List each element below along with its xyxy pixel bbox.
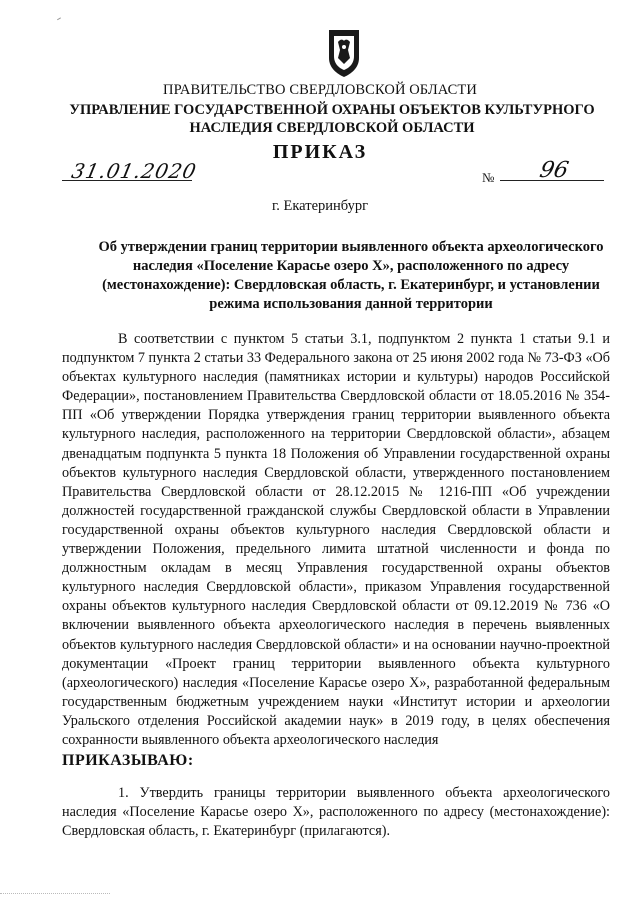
number-label: № bbox=[482, 170, 495, 185]
document-type-title: ПРИКАЗ bbox=[272, 141, 368, 163]
government-title: ПРАВИТЕЛЬСТВО СВЕРДЛОВСКОЙ ОБЛАСТИ bbox=[163, 82, 477, 98]
document-subject: Об утверждении границ территории выявленного объекта археологического наследия «Поселение Карасье озеро Х», расположенного по адресу (местонахождение): Свердловская область, г. Екатеринбург, и установлении режима использования данной территории bbox=[98, 239, 604, 312]
scan-artifact-dots bbox=[0, 893, 110, 898]
coat-of-arms-icon bbox=[326, 28, 362, 78]
document-date: 31.01.2020 bbox=[69, 159, 200, 183]
department-title: УПРАВЛЕНИЕ ГОСУДАРСТВЕННОЙ ОХРАНЫ ОБЪЕКТОВ КУЛЬТУРНОГО НАСЛЕДИЯ СВЕРДЛОВСКОЙ ОБЛАСТИ bbox=[69, 102, 595, 136]
order-item: 1. Утвердить границы территории выявленного объекта археологического наследия «Поселение Карасье озеро Х», расположенного по адресу (местонахождение): Свердловская область, г. Екатеринбург (прилагаются). bbox=[62, 785, 610, 840]
preamble-paragraph: В соответствии с пунктом 5 статьи 3.1, подпунктом 2 пункта 1 статьи 9.1 и подпунктом 7 пункта 2 статьи 33 Федерального закона от 25 июня 2002 года № 73-ФЗ «Об объектах культурного наследия (памятниках истории и культуры) народов Российской Федерации», постановлением Правительства Свердловской области от 18.05.2016 № 354-ПП «Об утверждении Порядка утверждения границ территории выявленного объекта культурного наследия, расположенного на территории Свердловской области», абзацем двенадцатым подпункта 5 пункта 18 Положения об Управлении государственной охраны объектов культурного наследия Свердловской области, утвержденного постановлением Правительства Свердловской области от 28.12.2015 № 1216-ПП «Об учреждении должностей государственной гражданской службы Свердловской области в Управлении государственной охраны объектов культурного наследия Свердловской области и утверждении Положения, предельного лимита штатной численности и фонда по должностным окладам в месяц Управления государственной охраны объектов культурного наследия Свердловской области», приказом Управления государственной охраны объектов культурного наследия Свердловской области от 09.12.2019 № 736 «О включении выявленного объекта археологического наследия в перечень выявленных объектов культурного наследия Свердловской области» и на основании научно-проектной документации «Проект границ территории выявленного объекта культурного (археологического) наследия «Поселение Карасье озеро Х», разработанной федеральным государственным бюджетным учреждением науки «Институт истории и археологии Уральского отделения Российской академии наук» в 2019 году, в целях обеспечения сохранности выявленного объекта археологического наследия bbox=[62, 331, 610, 748]
order-heading: ПРИКАЗЫВАЮ: bbox=[62, 752, 194, 769]
document-number: 96 bbox=[537, 158, 571, 183]
city-line: г. Екатеринбург bbox=[271, 198, 369, 214]
scan-artifact bbox=[57, 17, 63, 23]
